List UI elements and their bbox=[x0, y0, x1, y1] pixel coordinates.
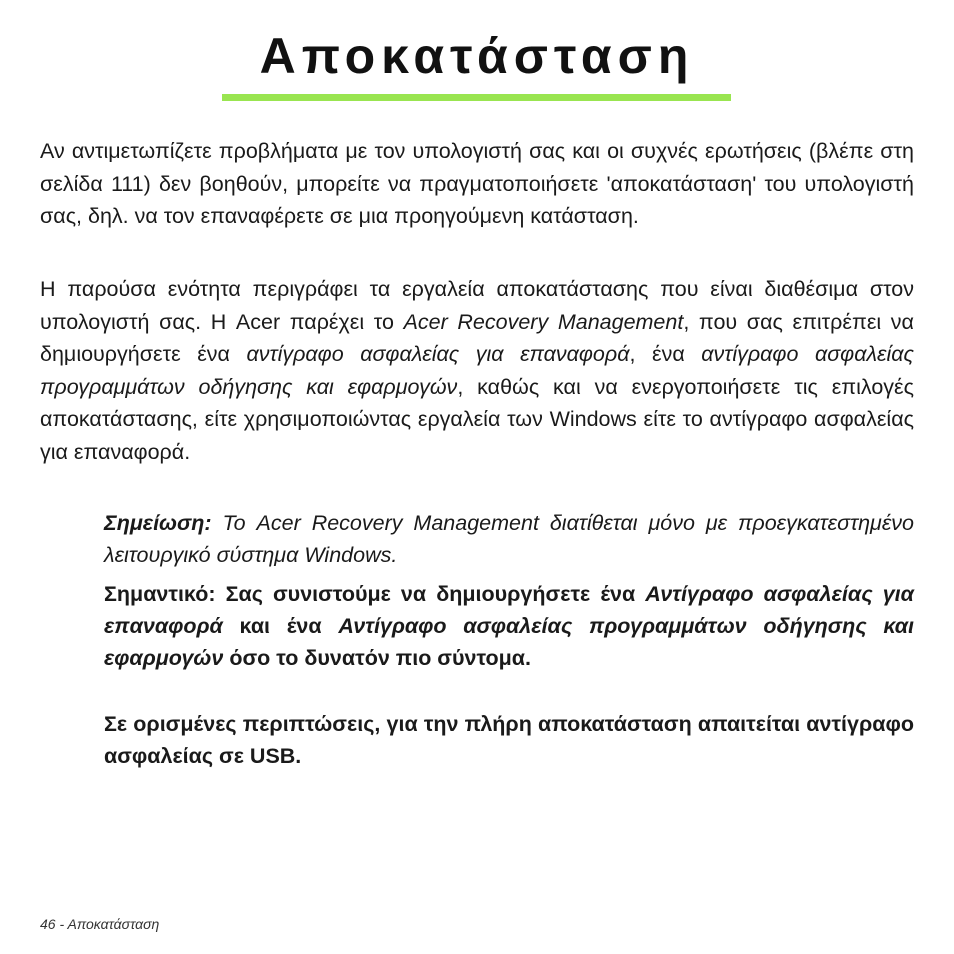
tools-text-2: , που σας επιτρέπει να δημιουργήσετε ένα bbox=[40, 309, 914, 366]
drivers-backup-term: αντίγραφο ασφαλείας προγραμμάτων οδήγησης και εφαρμογών bbox=[40, 342, 914, 399]
note-label: Σημείωση: bbox=[104, 511, 212, 535]
tools-text-3: , ένα bbox=[629, 342, 702, 366]
note-block bbox=[104, 507, 914, 571]
important-block bbox=[104, 578, 914, 674]
usb-requirement-block: Σε ορισμένες περιπτώσεις, για την πλήρη αποκατάσταση απαιτείται αντίγραφο ασφαλείας σε USB. bbox=[104, 712, 914, 768]
important-text-1: Σημαντικό: Σας συνιστούμε να δημιουργήσετε ένα bbox=[104, 582, 646, 606]
note-text: Το Acer Recovery Management διατίθεται μόνο με προεγκατεστημένο λειτουργικό σύστημα Windows. bbox=[104, 511, 914, 567]
important-recovery-backup-term: Αντίγραφο ασφαλείας για επαναφορά bbox=[104, 582, 914, 638]
tools-paragraph bbox=[40, 273, 914, 468]
page-footer: 46 - Αποκατάσταση bbox=[40, 916, 160, 932]
page-title: Αποκατάσταση bbox=[259, 28, 695, 84]
tools-text-1: Η παρούσα ενότητα περιγράφει τα εργαλεία αποκατάστασης που είναι διαθέσιμα στον υπολογιστή σας. Η Acer παρέχει το bbox=[40, 277, 914, 334]
acer-recovery-management-term: Acer Recovery Management bbox=[403, 309, 684, 334]
important-text-2: και ένα bbox=[222, 614, 339, 638]
intro-paragraph: Αν αντιμετωπίζετε προβλήματα με τον υπολογιστή σας και οι συχνές ερωτήσεις (βλέπε στη σελίδα 111) δεν βοηθούν, μπορείτε να πραγματοποιήσετε 'αποκατάσταση' του υπολογιστή σας, δηλ. να τον επαναφέρετε σε μια προηγούμενη κατάσταση. bbox=[40, 139, 914, 228]
title-underline bbox=[222, 94, 731, 101]
recovery-backup-term: αντίγραφο ασφαλείας για επαναφορά bbox=[246, 342, 630, 366]
important-text-3: όσο το δυνατόν πιο σύντομα. bbox=[223, 646, 531, 670]
tools-text-4: , καθώς και να ενεργοποιήσετε τις επιλογές αποκατάστασης, είτε χρησιμοποιώντας εργαλεία των Windows είτε το αντίγραφο ασφαλείας για επαναφορά. bbox=[40, 374, 914, 464]
important-drivers-backup-term: Αντίγραφο ασφαλείας προγραμμάτων οδήγησης και εφαρμογών bbox=[104, 614, 915, 670]
